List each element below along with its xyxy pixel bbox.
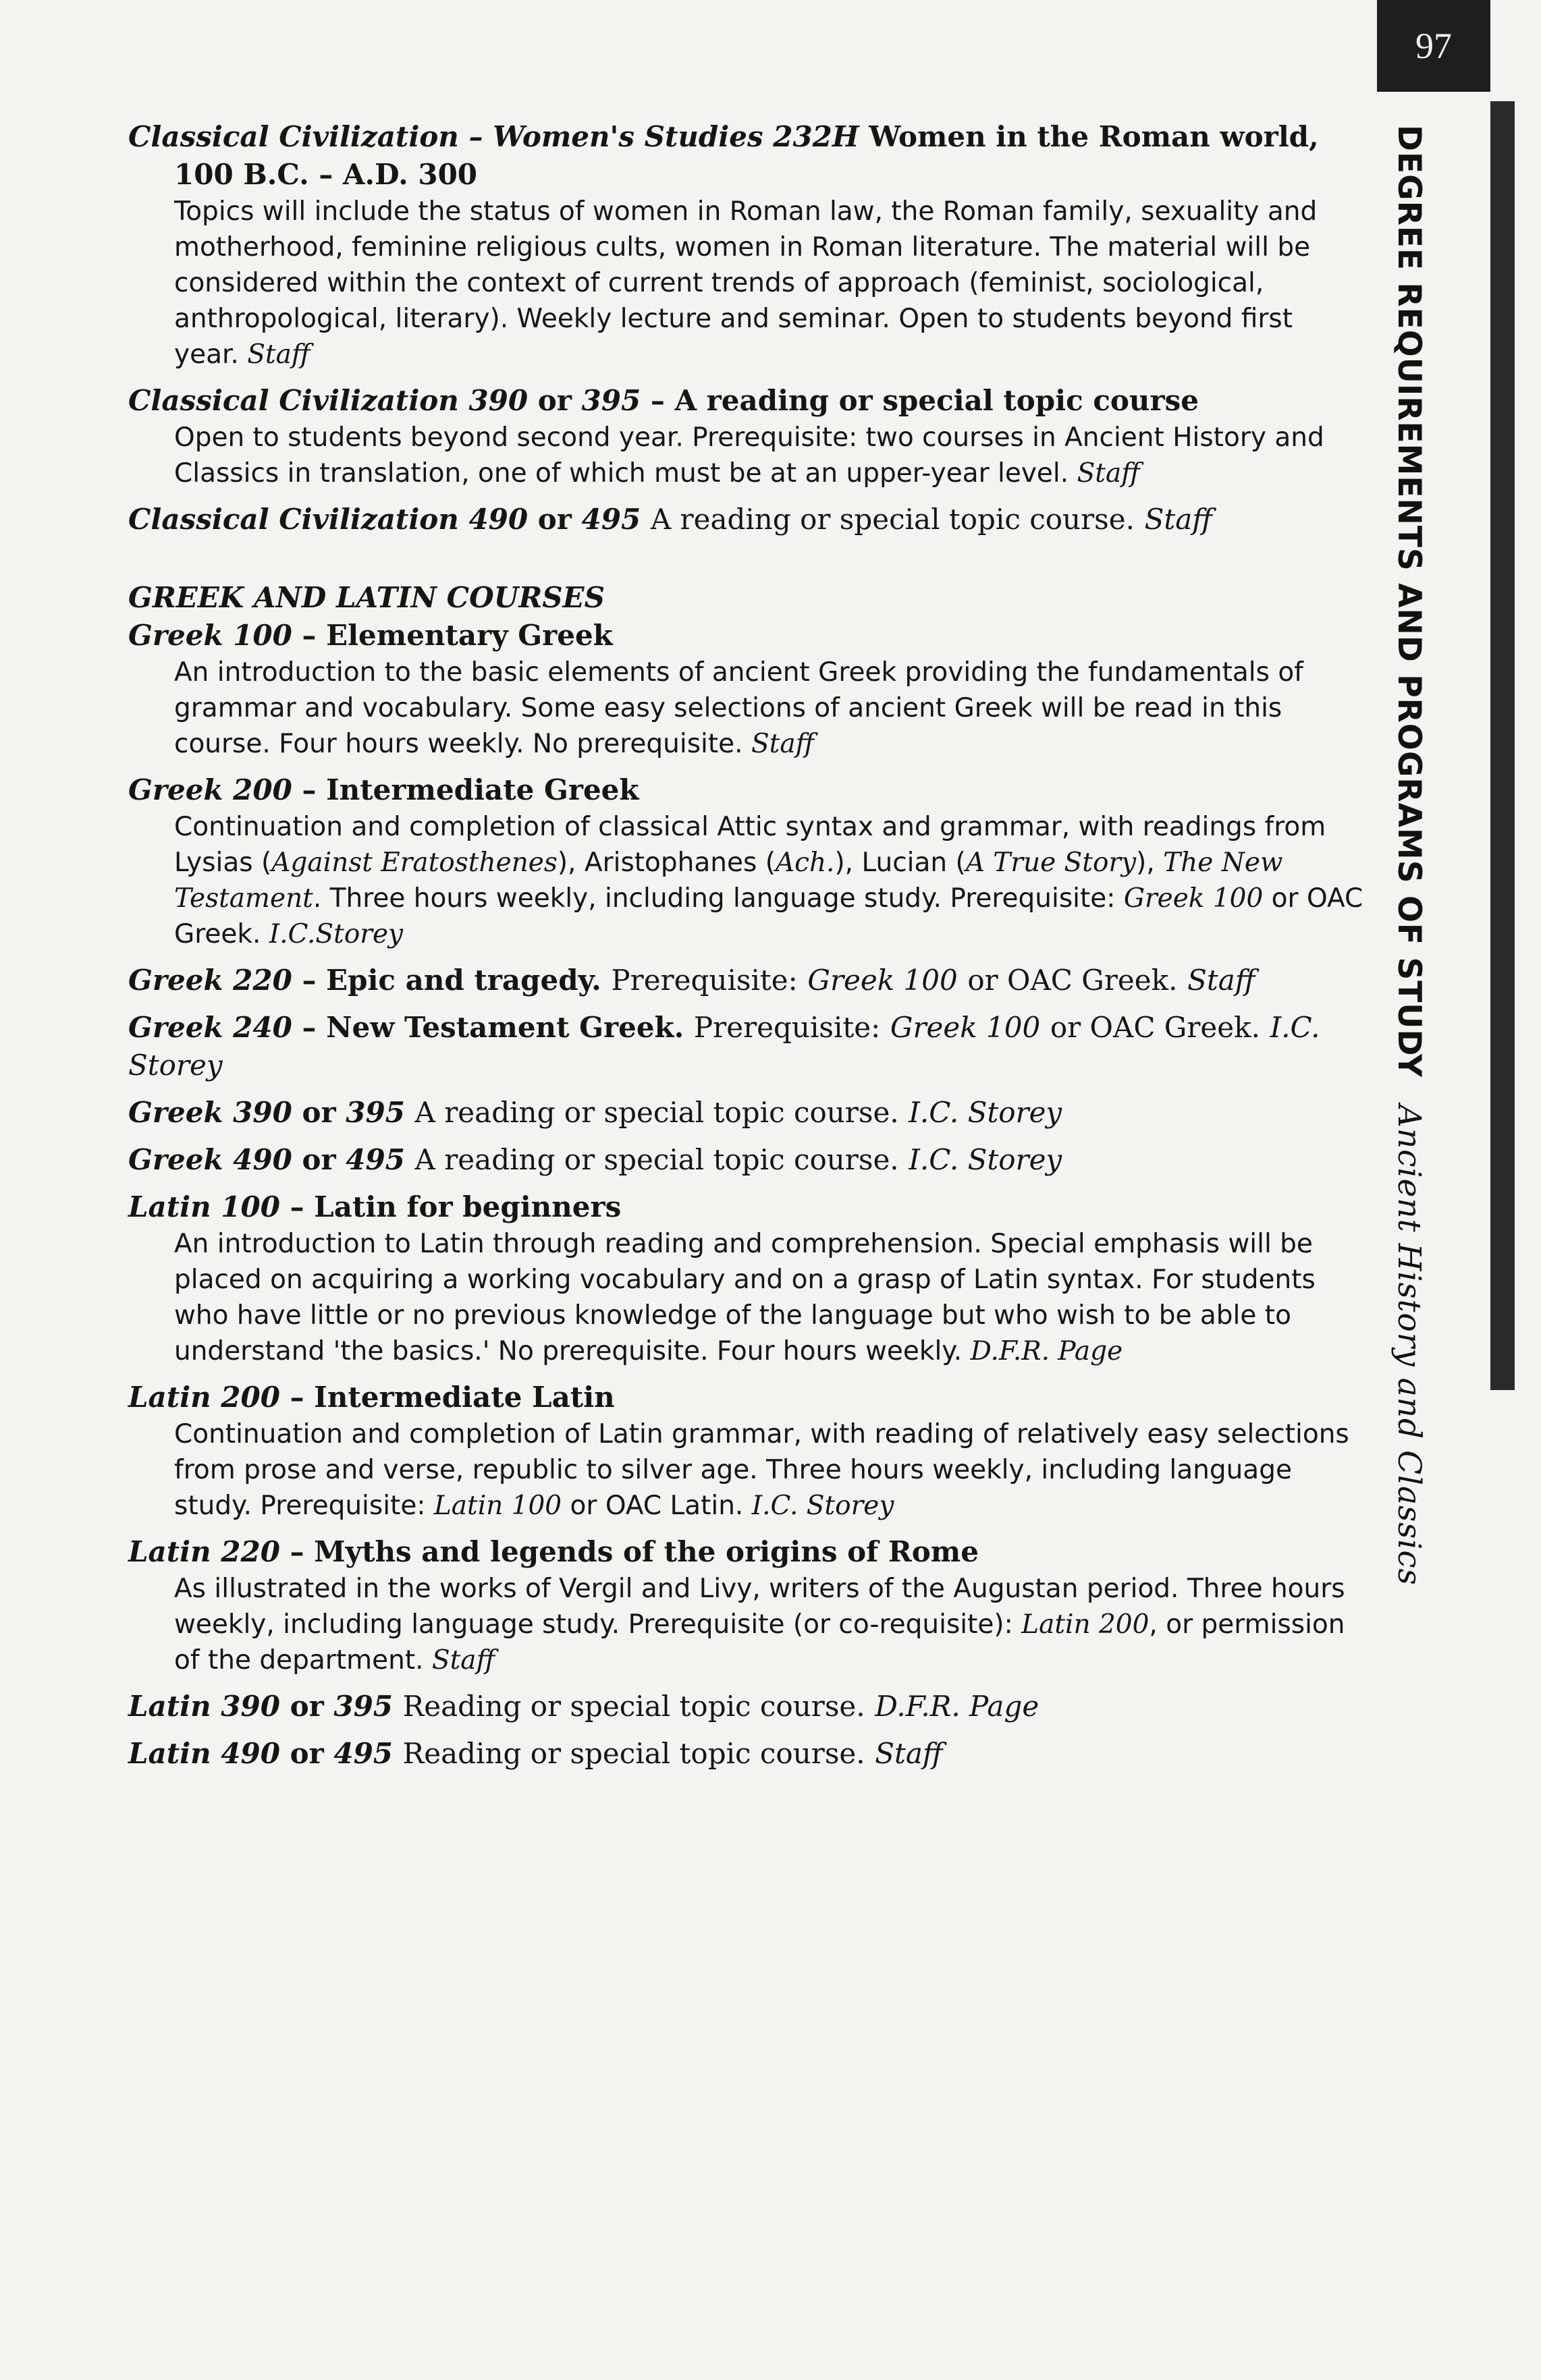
course-entry-latin-220 — [128, 1533, 1363, 1678]
course-or: or — [537, 503, 572, 536]
course-or: or — [302, 1096, 336, 1129]
course-heading — [128, 1688, 1363, 1725]
course-or: or — [290, 1690, 324, 1723]
course-code-alt: 395 — [581, 384, 641, 417]
course-description — [128, 1416, 1363, 1524]
course-entry-clciv-390 — [128, 382, 1363, 491]
course-code-alt: 395 — [333, 1690, 394, 1723]
course-code: Greek 100 — [128, 619, 292, 652]
work-title: Against Eratosthenes — [271, 848, 558, 878]
course-inline-description: A reading or special topic course. — [414, 1096, 899, 1129]
course-inline-description: A reading or special topic course. — [650, 503, 1135, 536]
description-text: ), Lucian ( — [834, 848, 966, 878]
description-text: As illustrated in the works of Vergil and Livy, writers of the Augustan period. Three hours weekly, including language study. Prerequisite (or co-requisite): — [174, 1574, 1345, 1640]
course-entry-greek-200 — [128, 771, 1363, 952]
section-heading: GREEK AND LATIN COURSES — [128, 581, 605, 614]
course-title-line2: 100 B.C. – A.D. 300 — [174, 158, 478, 191]
course-code: Greek 390 — [128, 1096, 292, 1129]
prerequisite-label: Prerequisite: — [693, 1011, 881, 1044]
course-description — [128, 1226, 1363, 1369]
instructor: Staff — [431, 1645, 495, 1676]
course-inline-description: Reading or special topic course. — [402, 1737, 865, 1770]
description-text: Open to students beyond second year. Prerequisite: two courses in Ancient History and Classics in translation, one of which must be at an upper-year level. — [174, 422, 1324, 489]
course-description — [128, 420, 1363, 491]
course-description — [128, 809, 1363, 952]
course-inline-description: A reading or special topic course. — [414, 1143, 899, 1176]
course-title: Women in the Roman world, — [869, 120, 1319, 153]
course-code: Latin 390 — [128, 1690, 280, 1723]
description-text: . Three hours weekly, including language study. Prerequisite: — [313, 883, 1124, 914]
instructor: Staff — [247, 339, 310, 370]
side-header-subtitle: Ancient History and Classics — [1390, 1105, 1428, 1586]
course-heading — [128, 1141, 1363, 1179]
description-text: An introduction to the basic elements of ancient Greek providing the fundamentals of grammar and vocabulary. Some easy selections of ancient Greek will be read in this course. Four hours weekly. No prerequisite. — [174, 657, 1303, 759]
course-entry-greek-220 — [128, 962, 1363, 999]
course-entry-greek-240 — [128, 1009, 1363, 1084]
course-title: – Latin for beginners — [290, 1190, 622, 1223]
prerequisite-course: Latin 200 — [1021, 1609, 1150, 1640]
course-entry-clciv-232h — [128, 118, 1363, 372]
prerequisite-rest: or OAC Greek. — [1050, 1011, 1260, 1044]
description-text: An introduction to Latin through reading and comprehension. Special emphasis will be placed on acquiring a working vocabulary and on a grasp of Latin syntax. For students who have little or no previous knowledge of the language but who wish to be able to understand 'the basics.' No prerequisite. Four hours weekly. — [174, 1229, 1316, 1366]
course-heading — [128, 1379, 1363, 1416]
course-code: Classical Civilization 390 — [128, 384, 529, 417]
instructor: Staff — [875, 1737, 943, 1770]
instructor: Staff — [751, 729, 815, 759]
description-text: , or permission of the department. — [174, 1609, 1345, 1676]
description-text: ), — [1136, 848, 1164, 878]
course-heading — [128, 118, 1363, 194]
instructor: D.F.R. Page — [970, 1336, 1123, 1366]
course-code: Greek 200 — [128, 773, 292, 806]
prerequisite-course: Latin 100 — [433, 1491, 562, 1521]
course-heading — [128, 1094, 1363, 1132]
course-entry-latin-200 — [128, 1379, 1363, 1524]
instructor: Staff — [1077, 458, 1140, 489]
course-title: – Elementary Greek — [302, 619, 613, 652]
course-or: or — [302, 1143, 336, 1176]
side-header-title: DEGREE REQUIREMENTS AND PROGRAMS OF STUDY — [1390, 125, 1428, 1078]
instructor: I.C. Storey — [909, 1096, 1062, 1129]
work-title: Ach. — [775, 848, 835, 878]
prerequisite-course: Greek 100 — [890, 1011, 1041, 1044]
course-code: Latin 200 — [128, 1381, 280, 1414]
course-entry-latin-390 — [128, 1688, 1363, 1725]
course-code: Greek 220 — [128, 964, 292, 997]
course-code: Latin 220 — [128, 1535, 280, 1568]
course-heading — [128, 771, 1363, 809]
course-listing — [128, 118, 1363, 1773]
course-heading — [128, 1188, 1363, 1226]
side-header — [1390, 125, 1428, 1586]
course-title: – Epic and tragedy. — [302, 964, 601, 997]
course-title: – New Testament Greek. — [302, 1011, 684, 1044]
work-title: A True Story — [965, 848, 1137, 878]
course-code: Classical Civilization – Women's Studies 232H — [128, 120, 859, 153]
course-entry-latin-100 — [128, 1188, 1363, 1369]
instructor: I.C.Storey — [269, 919, 404, 949]
work-title: The New Testament — [174, 848, 1283, 914]
course-heading — [128, 382, 1363, 420]
prerequisite-course: Greek 100 — [807, 964, 958, 997]
course-code-alt: 495 — [346, 1143, 405, 1176]
course-description — [128, 655, 1363, 762]
course-description — [128, 1571, 1363, 1678]
course-title: – Intermediate Latin — [290, 1381, 615, 1414]
course-title: – A reading or special topic course — [650, 384, 1199, 417]
instructor: Staff — [1187, 964, 1255, 997]
course-code: Greek 490 — [128, 1143, 292, 1176]
description-text: or OAC Greek. — [174, 883, 1363, 949]
course-entry-greek-100 — [128, 617, 1363, 762]
course-heading — [128, 962, 1363, 999]
course-heading — [128, 1735, 1363, 1773]
course-or: or — [537, 384, 572, 417]
course-entry-latin-490 — [128, 1735, 1363, 1773]
course-heading — [128, 1533, 1363, 1571]
course-code: Latin 100 — [128, 1190, 280, 1223]
instructor: I.C. Storey — [909, 1143, 1062, 1176]
prerequisite-label: Prerequisite: — [611, 964, 798, 997]
course-title: – Myths and legends of the origins of Rome — [290, 1535, 979, 1568]
course-code: Greek 240 — [128, 1011, 292, 1044]
description-text: Continuation and completion of classical Attic syntax and grammar, with readings from Lysias ( — [174, 812, 1326, 878]
description-text: ), Aristophanes ( — [557, 848, 776, 878]
course-code-alt: 495 — [333, 1737, 394, 1770]
side-tab-bar — [1490, 101, 1515, 1390]
course-code: Classical Civilization 490 — [128, 503, 529, 536]
prerequisite-course: Greek 100 — [1123, 883, 1264, 914]
description-text: or OAC Latin. — [570, 1491, 744, 1521]
course-code: Latin 490 — [128, 1737, 280, 1770]
instructor: D.F.R. Page — [875, 1690, 1039, 1723]
course-entry-greek-390 — [128, 1094, 1363, 1132]
course-description — [128, 194, 1363, 372]
course-heading — [128, 501, 1363, 538]
course-code-alt: 395 — [346, 1096, 405, 1129]
course-or: or — [290, 1737, 324, 1770]
course-heading — [128, 617, 1363, 655]
description-text: Topics will include the status of women in Roman law, the Roman family, sexuality and motherhood, feminine religious cults, women in Roman literature. The material will be considered within the context of current trends of approach (feminist, sociological, anthropological, literary). Weekly lecture and seminar. Open to students beyond first year. — [174, 196, 1318, 370]
description-text: Continuation and completion of Latin grammar, with reading of relatively easy selections from prose and verse, republic to silver age. Three hours weekly, including language study. Prerequisite: — [174, 1419, 1349, 1521]
instructor: I.C. Storey — [751, 1491, 894, 1521]
course-inline-description: Reading or special topic course. — [402, 1690, 865, 1723]
page-number: 97 — [1377, 0, 1490, 92]
course-heading — [128, 1009, 1363, 1084]
instructor: Staff — [1144, 503, 1213, 536]
course-code-alt: 495 — [581, 503, 641, 536]
course-entry-greek-490 — [128, 1141, 1363, 1179]
course-title: – Intermediate Greek — [302, 773, 639, 806]
prerequisite-rest: or OAC Greek. — [967, 964, 1178, 997]
course-entry-clciv-490 — [128, 501, 1363, 538]
instructor: I.C. Storey — [128, 1011, 1320, 1082]
